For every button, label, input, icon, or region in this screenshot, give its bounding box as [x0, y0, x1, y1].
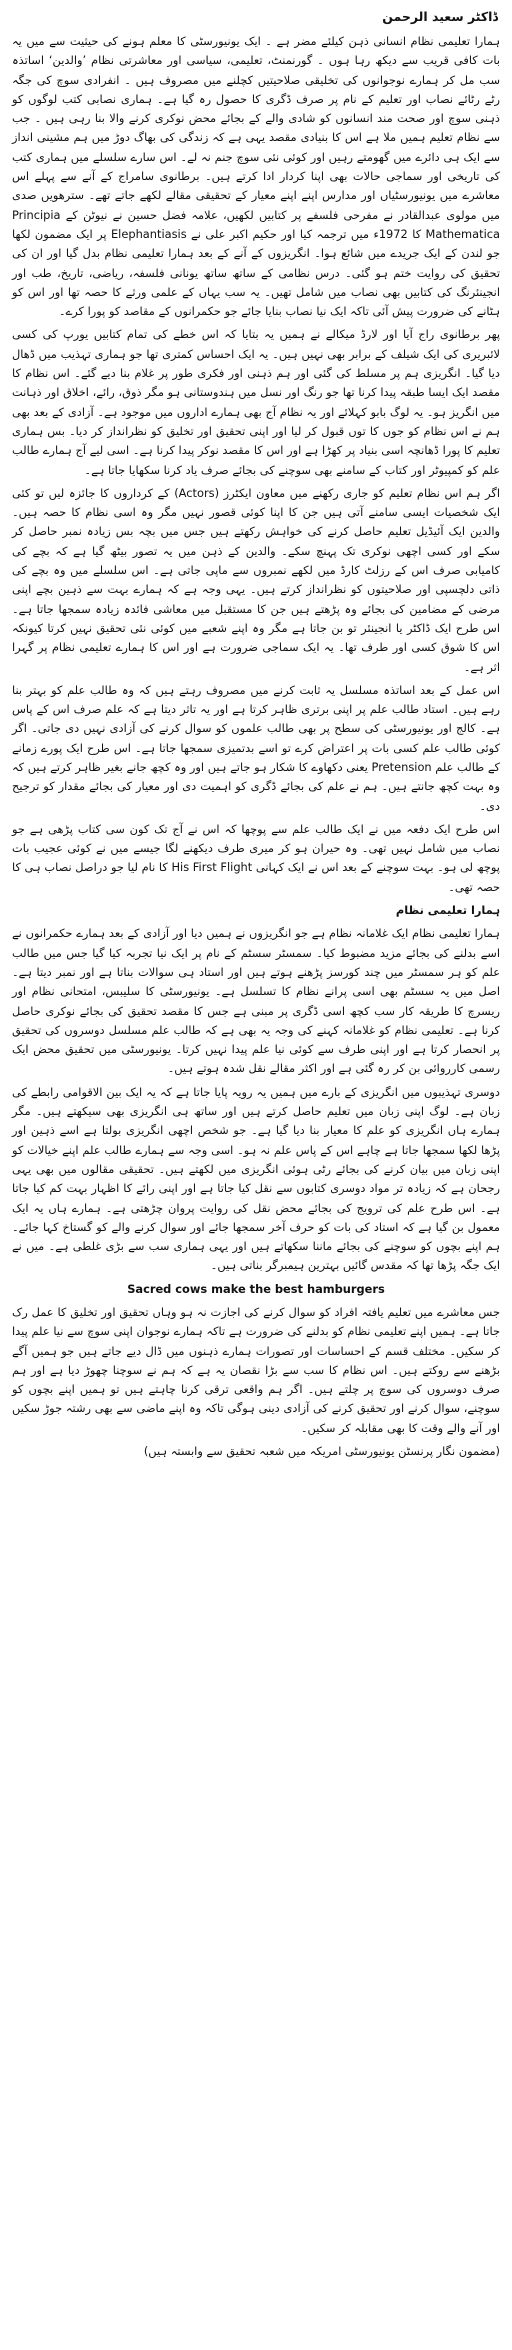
article-paragraph: اس عمل کے بعد اساتذہ مسلسل یہ ثابت کرنے میں مصروف رہتے ہیں کہ وہ طالب علم کو بہتر بنا رہے ہیں۔ استاد طالب علم پر اپنی برتری ظاہر کرتا ہے اور یہ تاثر دیتا ہے کہ علم صرف اس کے پاس ہے۔ کالج اور یونیورسٹی کی سطح پر بھی طالب علموں کو سوال کرنے کی آزادی نہیں دی جاتی۔ اگر کوئی طالب علم کسی بات پر اعتراض کرے تو اسے بدتمیزی سمجھا جاتا ہے۔ اس طرح ایک پورے زمانے کے طالب علم Pretension یعنی دکھاوے کا شکار ہو جاتے ہیں اور وہ کچھ جانے بغیر ظاہر کرتے ہیں کہ وہ بہت کچھ جانتے ہیں۔ ہم نے علم کی بجائے ڈگری کو اہمیت دی اور معیار کی بجائے مقدار کو ترجیح دی۔ — [12, 682, 500, 813]
section-heading: ہمارا تعلیمی نظام — [395, 903, 500, 918]
article-body — [12, 32, 500, 1438]
author-footnote: (مضمون نگار پرنسٹن یونیورسٹی امریکہ میں شعبہ تحقیق سے وابستہ ہیں) — [143, 1444, 500, 1459]
article-paragraph: پھر برطانوی راج آیا اور لارڈ میکالے نے ہمیں یہ بتایا کہ اس خطے کی تمام کتابیں یورپ کی کسی لائبریری کی ایک شیلف کے برابر بھی نہیں ہیں۔ یہ ایک احساس کمتری تھا جو ہماری تہذیب میں ڈھال دیا گیا۔ انگریزی ہم پر مسلط کی گئی اور ہم ذہنی اور فکری طور پر غلام بنا دیے گئے۔ اس نظام کا مقصد ایک ایسا طبقہ پیدا کرنا تھا جو رنگ اور نسل میں ہندوستانی ہو مگر ذوق، رائے، اخلاق اور ذہانت میں انگریز ہو۔ یہ لوگ بابو کہلائے اور یہ نظام آج بھی ہمارے اداروں میں موجود ہے۔ آزادی کے بعد بھی ہم نے اس نظام کو جوں کا توں قبول کر لیا اور اپنی تحقیق اور تخلیق کو نظرانداز کر دیا۔ بس ہماری تعلیم کا پورا ڈھانچہ اسی بنیاد پر کھڑا ہے اور اس کا مقصد نوکر پیدا کرنا ہے۔ اسی لیے آج ہمارے طالب علم کو کمپیوٹر اور کتاب کے سامنے بھی سوچنے کی بجائے صرف یاد کرنا سکھایا جاتا ہے۔ — [12, 327, 500, 477]
english-quote: Sacred cows make the best hamburgers — [127, 1281, 385, 1296]
article-paragraph: اگر ہم اس نظام تعلیم کو جاری رکھنے میں معاون ایکٹرز (Actors) کے کرداروں کا جائزہ لیں تو کئی ایک شخصیات ایسی سامنے آتی ہیں جن کا اپنا کوئی قصور نہیں مگر وہ اسی نظام کا حصہ ہیں۔ والدین ایک آئیڈیل تعلیم حاصل کرنے کی خواہش رکھتے ہیں جس میں بچہ بس زیادہ نمبر حاصل کر سکے اور کسی اچھی نوکری تک پہنچ سکے۔ والدین کے ذہن میں یہ تصور بیٹھ گیا ہے کہ بچے کی کامیابی صرف اس کے رزلٹ کارڈ میں لکھے نمبروں سے ماپی جاتی ہے۔ اس سلسلے میں وہ بچے کی ذاتی دلچسپی اور صلاحیتوں کو نظرانداز کرتے ہیں۔ یہی وجہ ہے کہ ہمارے بہت سے ذہین بچے اپنی مرضی کے مضامین کی بجائے وہ پڑھتے ہیں جن کا مستقبل میں معاشی فائدہ زیادہ سمجھا جاتا ہے۔ اس طرح ایک ڈاکٹر یا انجینئر تو بن جاتا ہے مگر وہ اپنے شعبے میں کوئی نئی تحقیق نہیں کرتا کیونکہ اس کا شوق کسی اور طرف تھا۔ یہ ایک سماجی ضرورت ہے اور اس کا ہمارے تعلیمی نظام پر گہرا اثر ہے۔ — [12, 485, 500, 674]
article-paragraph: اس طرح ایک دفعہ میں نے ایک طالب علم سے پوچھا کہ اس نے آج تک کون سی کتاب پڑھی ہے جو نصاب میں شامل نہیں تھی۔ وہ حیران ہو کر میری طرف دیکھنے لگا جیسے میں نے کوئی عجیب بات پوچھ لی ہو۔ بہت سوچنے کے بعد اس نے ایک کہانی His First Flight کا نام لیا جو دراصل نصاب ہی کا حصہ تھی۔ — [12, 821, 500, 894]
article-author: ڈاکٹر سعید الرحمن — [382, 9, 498, 24]
article-paragraph: دوسری تہذیبوں میں انگریزی کے بارے میں ہمیں یہ رویہ پایا جاتا ہے کہ یہ ایک بین الاقوامی رابطے کی زبان ہے۔ لوگ اپنی زبان میں تعلیم حاصل کرتے ہیں اور ساتھ ہی انگریزی بھی سیکھتے ہیں۔ مگر ہمارے ہاں انگریزی کو علم کا معیار بنا دیا گیا ہے۔ جو شخص اچھی انگریزی بولتا ہے اسے ذہین اور پڑھا لکھا سمجھا جاتا ہے چاہے اس کے پاس علم نہ ہو۔ اسی وجہ سے ہمارے طالب علم اپنے خیالات کو اپنی زبان میں بیان کرنے کی بجائے رٹی ہوئی انگریزی میں لکھتے ہیں۔ تحقیقی مقالوں میں بھی یہی رجحان ہے کہ زیادہ تر مواد دوسری کتابوں سے نقل کیا جاتا ہے اور اپنی رائے کا اظہار بہت کم کیا جاتا ہے۔ اس طرح علم کی ترویج کی بجائے محض نقل کی روایت پروان چڑھتی ہے۔ ہمارے ہاں یہ ایک معمول بن گیا ہے کہ استاد کی بات کو حرف آخر سمجھا جائے اور سوال کرنے والے کو گستاخ کہا جائے۔ ہم اپنے بچوں کو سوچنے کی بجائے ماننا سکھاتے ہیں اور یہی ہماری سب سے بڑی غلطی ہے۔ میں نے ایک جگہ پڑھا تھا کہ مقدس گائیں بہترین ہیمبرگر بناتی ہیں۔ — [12, 1084, 500, 1273]
article-paragraph: ہمارا تعلیمی نظام انسانی ذہن کیلئے مضر ہے ۔ ایک یونیورسٹی کا معلم ہونے کی حیثیت سے میں یہ بات کافی قریب سے دیکھ رہا ہوں ۔ گورنمنٹ، تعلیمی، سیاسی اور معاشرتی نظام ’والدین‘ اساتذہ سب مل کر ہمارے نوجوانوں کی تخلیقی صلاحیتیں کچلنے میں مصروف ہیں ۔ انفرادی سوچ کی جگہ رٹے رٹائے نصاب اور تعلیم کے نام پر صرف ڈگری کا حصول رہ گیا ہے۔ ہماری نصابی کتب لوگوں کو ذہنی سوچ اور صحت مند انسانوں کو شادی والے کے بجائے محض نوکری کرنے والا بنا رہی ہیں ۔ جب سے نظام تعلیم ہمیں ملا ہے اس کا بنیادی مقصد یہی ہے کہ زندگی کی بھاگ دوڑ میں ہم مشینی انداز سے ایک ہی دائرے میں گھومتے رہیں اور کوئی نئی سوچ جنم نہ لے۔ اس سارے سلسلے میں ہماری کتب کی تاریخی اور سماجی حالات بھی اپنا کردار ادا کرتے ہیں۔ برطانوی سامراج کے آنے سے پہلے اس معاشرے میں یونیورسٹیاں اور مدارس اپنے اپنے معیار کے تحقیقی مقالے لکھے جاتے تھے۔ سترھویں صدی میں مولوی عبدالقادر نے مفرحی فلسفے پر کتابیں لکھیں، علامہ فضل حسین نے نیوٹن کے Principia Mathematica کا 1972ء میں ترجمہ کیا اور حکیم اکبر علی نے Elephantiasis پر ایک مضمون لکھا جو لندن کے ایک جریدے میں شائع ہوا۔ انگریزوں کے آنے کے بعد ہمارا تعلیمی نظام بدل گیا اور ان کی تحقیق کی روایت ختم ہو گئی۔ درس نظامی کے ساتھ ساتھ یونانی فلسفہ، ریاضی، تاریخ، طب اور انجینئرنگ کی کتابیں بھی نصاب میں شامل تھیں۔ یہ سب یہاں کے علمی ورثے کا حصہ تھا اور اس کو ہٹانے کی ضرورت پیش آئی تاکہ ایک نیا نصاب بنایا جائے جو حکمرانوں کے مقاصد کو پورا کرے۔ — [12, 34, 500, 319]
article-paragraph: ہمارا تعلیمی نظام ایک غلامانہ نظام ہے جو انگریزوں نے ہمیں دیا اور آزادی کے بعد ہمارے حکمرانوں نے اسے بدلنے کی بجائے مزید مضبوط کیا۔ سمسٹر سسٹم کے نام پر ایک نیا تجربہ کیا گیا جس میں طالب علم کو ہر سمسٹر میں چند کورسز پڑھنے ہوتے ہیں اور استاد ہی سوالات بناتا ہے اور نمبر دیتا ہے۔ اصل میں یہ سسٹم بھی اسی پرانے نظام کا تسلسل ہے۔ یونیورسٹی کا سلیبس، امتحانی نظام اور ریسرچ کا طریقہ کار سب کچھ اسی ڈگری پر مبنی ہے جس کا مقصد تحقیق کی بجائے نوکری حاصل کرنا ہے۔ تعلیمی نظام کو غلامانہ کہنے کی وجہ یہ بھی ہے کہ طالب علم مسلسل دوسروں کی تحقیق پر انحصار کرتا ہے اور اپنی طرف سے کوئی نیا علم پیدا نہیں کرتا۔ یونیورسٹی میں تحقیق محض ایک رسمی کارروائی بن کر رہ گئی ہے اور اکثر مقالے نقل شدہ ہوتے ہیں۔ — [12, 926, 500, 1076]
article-paragraph: جس معاشرے میں تعلیم یافتہ افراد کو سوال کرنے کی اجازت نہ ہو وہاں تحقیق اور تخلیق کا عمل رک جاتا ہے۔ ہمیں اپنے تعلیمی نظام کو بدلنے کی ضرورت ہے تاکہ ہمارے نوجوان اپنی سوچ سے نیا علم پیدا کر سکیں۔ مختلف قسم کے احساسات اور تصورات ہمارے ذہنوں میں ڈال دیے جاتے ہیں جو ہمیں آگے بڑھنے سے روکتے ہیں۔ اس نظام کا سب سے بڑا نقصان یہ ہے کہ ہم نے سوچنا چھوڑ دیا ہے اور ہم صرف دوسروں کی سوچ پر چلتے ہیں۔ اگر ہم واقعی ترقی کرنا چاہتے ہیں تو ہمیں اپنے بچوں کو سوچنے، سوال کرنے اور تحقیق کرنے کی آزادی دینی ہوگی تاکہ وہ اپنے ماضی سے بھی رشتہ جوڑ سکیں اور آنے والے وقت کا بھی مقابلہ کر سکیں۔ — [12, 1305, 500, 1435]
